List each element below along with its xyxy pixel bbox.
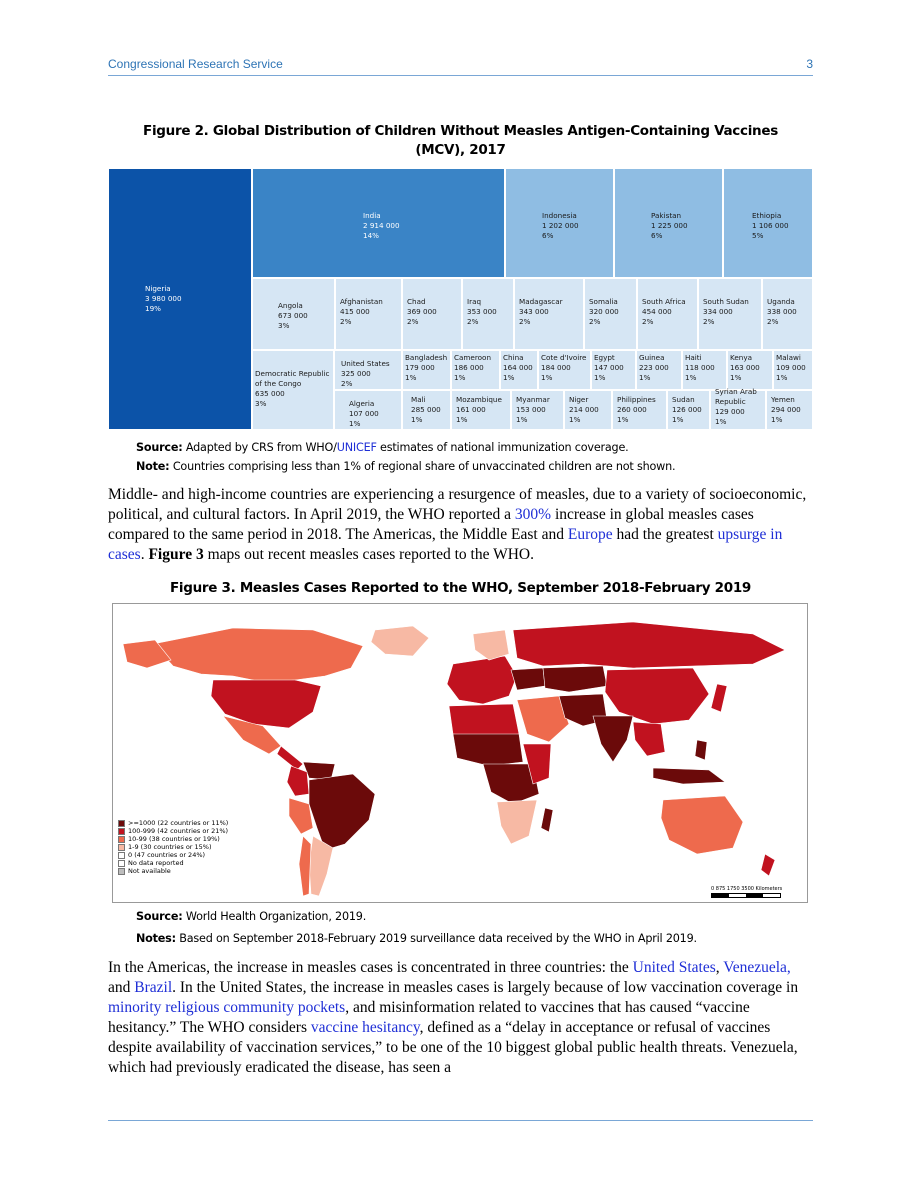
legend-label: 10-99 (38 countries or 19%) xyxy=(128,835,220,843)
figure2-note xyxy=(136,460,675,474)
figure3-source xyxy=(136,910,366,924)
link-upsurge[interactable]: upsurge in cases xyxy=(108,526,783,563)
treemap-tile-chad xyxy=(402,278,462,350)
legend-swatch xyxy=(118,836,125,843)
treemap-tile-algeria xyxy=(334,390,402,430)
treemap-label: Egypt 147 000 1% xyxy=(594,353,624,382)
figure3-notes xyxy=(136,932,697,946)
treemap-chart xyxy=(108,168,813,430)
treemap-label: Niger 214 000 1% xyxy=(569,395,599,424)
map-southeast-asia xyxy=(633,722,665,756)
treemap-tile-guinea xyxy=(636,350,682,390)
figure2-caption xyxy=(108,122,813,160)
legend-label: Not available xyxy=(128,867,171,875)
treemap-label: United States 325 000 2% xyxy=(341,359,390,388)
map-southern-africa xyxy=(497,800,537,844)
text: and xyxy=(108,979,135,996)
treemap-label: Chad 369 000 2% xyxy=(407,297,437,326)
treemap-tile-madagascar xyxy=(514,278,584,350)
legend-label: 1-9 (30 countries or 15%) xyxy=(128,843,212,851)
map-philippines xyxy=(695,740,707,760)
figure2-caption-line1: Figure 2. Global Distribution of Children Without Measles Antigen-Containing Vaccines xyxy=(143,123,778,139)
legend-label: >=1000 (22 countries or 11%) xyxy=(128,819,229,827)
treemap-tile-bangladesh xyxy=(402,350,451,390)
treemap-label: Yemen 294 000 1% xyxy=(771,395,801,424)
treemap-tile-angola xyxy=(252,278,335,350)
text: increase in global measles cases compared to the same period in 2018. The Americas, the Middle East and xyxy=(108,506,754,543)
link-united-states[interactable]: United States xyxy=(632,959,716,976)
treemap-tile-malawi xyxy=(773,350,813,390)
map-brazil xyxy=(309,774,375,850)
world-map xyxy=(112,603,808,903)
map-north-africa xyxy=(449,704,519,738)
treemap-tile-cote-d-ivoire xyxy=(538,350,591,390)
map-legend xyxy=(118,819,228,875)
map-kazakhstan xyxy=(543,666,607,692)
treemap-label: Democratic Republic of the Congo 635 000 3% xyxy=(255,369,330,408)
footer-rule xyxy=(108,1120,813,1121)
treemap-tile-mali xyxy=(402,390,451,430)
note-label: Note: xyxy=(136,460,170,473)
text: , defined as a “delay in acceptance or refusal of vaccines despite availability of vaccination services,” to be one of the 10 biggest global public health threats. Venezuela, which had previously eradicated the disease, has seen a xyxy=(108,1019,798,1076)
legend-item xyxy=(118,859,228,867)
legend-swatch xyxy=(118,820,125,827)
legend-label: 100-999 (42 countries or 21%) xyxy=(128,827,229,835)
text: maps out recent measles cases reported to the WHO. xyxy=(203,546,534,563)
map-madagascar xyxy=(541,808,553,832)
notes-text: Based on September 2018-February 2019 surveillance data received by the WHO in April 2019. xyxy=(175,932,697,945)
treemap-tile-philippines xyxy=(612,390,667,430)
treemap-label: Cameroon 186 000 1% xyxy=(454,353,491,382)
treemap-tile-myanmar xyxy=(511,390,564,430)
map-central-america xyxy=(277,746,303,770)
treemap-label: Guinea 223 000 1% xyxy=(639,353,669,382)
source-text: Adapted by CRS from WHO/ xyxy=(182,441,337,454)
treemap-label: Indonesia 1 202 000 6% xyxy=(542,211,579,240)
treemap-tile-cameroon xyxy=(451,350,500,390)
treemap-tile-democratic-republic-of-the-congo xyxy=(252,350,334,430)
map-indonesia xyxy=(653,768,725,784)
treemap-label: China 164 000 1% xyxy=(503,353,533,382)
text: , and misinformation related to vaccines that has caused “vaccine hesitancy.” The WHO considers xyxy=(108,999,750,1036)
legend-swatch xyxy=(118,844,125,851)
treemap-label: South Sudan 334 000 2% xyxy=(703,297,749,326)
treemap-tile-indonesia xyxy=(505,168,614,278)
treemap-label: Mali 285 000 1% xyxy=(411,395,441,424)
paragraph-2 xyxy=(108,958,813,1078)
treemap-label: Uganda 338 000 2% xyxy=(767,297,797,326)
text: . In the United States, the increase in measles cases is largely because of low vaccination coverage in xyxy=(172,979,799,996)
header-source: Congressional Research Service xyxy=(108,57,283,71)
treemap-tile-ethiopia xyxy=(723,168,813,278)
map-colombia xyxy=(287,766,309,796)
map-sahel xyxy=(453,734,523,766)
text: In the Americas, the increase in measles cases is concentrated in three countries: the xyxy=(108,959,633,976)
treemap-label: Myanmar 153 000 1% xyxy=(516,395,550,424)
map-china xyxy=(605,668,709,724)
treemap-label: Cote d'Ivoire 184 000 1% xyxy=(541,353,587,382)
treemap-tile-south-sudan xyxy=(698,278,762,350)
map-scandinavia xyxy=(473,630,509,660)
figure3-caption: Figure 3. Measles Cases Reported to the WHO, September 2018-February 2019 xyxy=(170,580,751,596)
treemap-label: Angola 673 000 3% xyxy=(278,301,308,330)
treemap-tile-yemen xyxy=(766,390,813,430)
legend-item xyxy=(118,867,228,875)
legend-swatch xyxy=(118,828,125,835)
treemap-tile-united-states xyxy=(334,350,402,390)
header-rule xyxy=(108,75,813,76)
map-new-zealand xyxy=(761,854,775,876)
link-venezuela[interactable]: Venezuela, xyxy=(723,959,791,976)
treemap-label: Sudan 126 000 1% xyxy=(672,395,702,424)
treemap-tile-afghanistan xyxy=(335,278,402,350)
treemap-label: Pakistan 1 225 000 6% xyxy=(651,211,688,240)
note-text: Countries comprising less than 1% of regional share of unvaccinated children are not shown. xyxy=(169,460,676,473)
treemap-tile-china xyxy=(500,350,538,390)
treemap-label: Nigeria 3 980 000 19% xyxy=(145,284,182,313)
treemap-tile-egypt xyxy=(591,350,636,390)
map-ukraine xyxy=(511,668,545,690)
treemap-label: India 2 914 000 14% xyxy=(363,211,400,240)
paragraph-1 xyxy=(108,485,813,565)
map-australia xyxy=(661,796,743,854)
map-japan xyxy=(711,684,727,712)
treemap-tile-mozambique xyxy=(451,390,511,430)
treemap-label: Algeria 107 000 1% xyxy=(349,399,379,428)
map-chile xyxy=(299,836,311,896)
link-brazil[interactable]: Brazil xyxy=(134,979,173,996)
legend-item xyxy=(118,851,228,859)
source-label: Source: xyxy=(136,441,183,454)
link-europe[interactable]: Europe xyxy=(567,526,613,543)
source-text: World Health Organization, 2019. xyxy=(182,910,367,923)
treemap-tile-iraq xyxy=(462,278,514,350)
treemap-label: Bangladesh 179 000 1% xyxy=(405,353,448,382)
treemap-tile-nigeria xyxy=(108,168,252,430)
treemap-label: Malawi 109 000 1% xyxy=(776,353,806,382)
treemap-label: Iraq 353 000 2% xyxy=(467,297,497,326)
treemap-tile-india xyxy=(252,168,505,278)
text: Middle- and high-income countries are experiencing a resurgence of measles, due to a variety of socioeconomic, political, and cultural factors. In April 2019, the WHO reported a xyxy=(108,486,807,523)
map-india xyxy=(593,716,633,762)
notes-label: Notes: xyxy=(136,932,176,945)
figure2-caption-line2: (MCV), 2017 xyxy=(415,142,506,158)
page-number: 3 xyxy=(806,57,813,71)
legend-item xyxy=(118,827,228,835)
legend-swatch xyxy=(118,868,125,875)
treemap-label: Kenya 163 000 1% xyxy=(730,353,760,382)
scale-bar xyxy=(711,893,781,898)
treemap-label: Madagascar 343 000 2% xyxy=(519,297,563,326)
treemap-tile-kenya xyxy=(727,350,773,390)
treemap-label: Haiti 118 000 1% xyxy=(685,353,715,382)
figure2-source xyxy=(136,441,629,455)
legend-item xyxy=(118,819,228,827)
text: . xyxy=(140,546,149,563)
treemap-label: Somalia 320 000 2% xyxy=(589,297,619,326)
treemap-label: Philippines 260 000 1% xyxy=(617,395,656,424)
text: , xyxy=(715,959,724,976)
link-vaccine-hesitancy[interactable]: vaccine hesitancy xyxy=(310,1019,420,1036)
legend-swatch xyxy=(118,852,125,859)
map-scale xyxy=(711,886,782,898)
map-canada xyxy=(153,628,363,682)
treemap-tile-south-africa xyxy=(637,278,698,350)
link-300-percent[interactable]: 300% xyxy=(514,506,552,523)
figure-ref: Figure 3 xyxy=(148,546,204,563)
treemap-label: Ethiopia 1 106 000 5% xyxy=(752,211,789,240)
scale-text: 0 875 1750 3500 Kilometers xyxy=(711,886,783,892)
map-russia xyxy=(513,622,785,668)
treemap-label: Mozambique 161 000 1% xyxy=(456,395,502,424)
running-header xyxy=(108,57,813,77)
legend-label: 0 (47 countries or 24%) xyxy=(128,851,206,859)
legend-swatch xyxy=(118,860,125,867)
legend-label: No data reported xyxy=(128,859,184,867)
source-text-end: estimates of national immunization coverage. xyxy=(376,441,629,454)
treemap-label: South Africa 454 000 2% xyxy=(642,297,686,326)
legend-item xyxy=(118,843,228,851)
treemap-tile-syrian-arab-republic xyxy=(710,387,766,430)
treemap-tile-sudan xyxy=(667,390,710,430)
treemap-tile-haiti xyxy=(682,350,727,390)
legend-item xyxy=(118,835,228,843)
treemap-tile-somalia xyxy=(584,278,637,350)
link-minority-religious[interactable]: minority religious community pockets xyxy=(108,999,346,1016)
source-label: Source: xyxy=(136,910,183,923)
unicef-link[interactable]: UNICEF xyxy=(336,441,377,454)
treemap-tile-niger xyxy=(564,390,612,430)
map-greenland xyxy=(371,626,429,656)
treemap-label: Syrian Arab Republic 129 000 1% xyxy=(715,387,757,426)
treemap-tile-uganda xyxy=(762,278,813,350)
text: had the greatest xyxy=(612,526,718,543)
treemap-label: Afghanistan 415 000 2% xyxy=(340,297,383,326)
treemap-tile-pakistan xyxy=(614,168,723,278)
map-europe xyxy=(447,656,517,704)
